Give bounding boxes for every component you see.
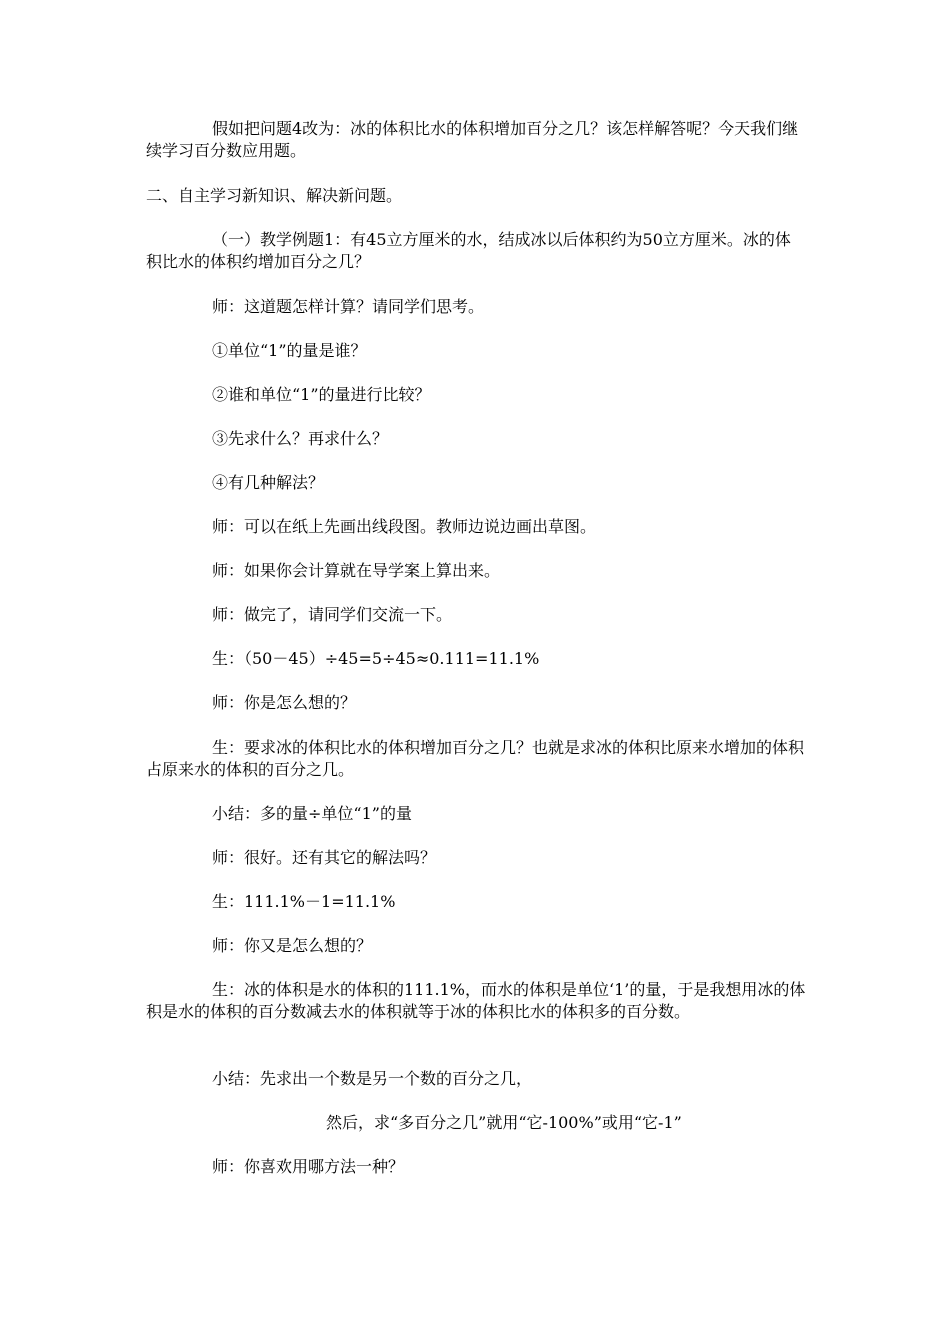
teacher-calculate: 师：如果你会计算就在导学案上算出来。 (212, 561, 501, 580)
teacher-how-think: 师：你是怎么想的？ (212, 693, 357, 712)
summary-1: 小结：多的量÷单位“1”的量 (212, 804, 412, 823)
question-1: ①单位“1”的量是谁？ (212, 341, 367, 360)
summary-2-line-2: 然后，求“多百分之几”就用“它-100%”或用“它-1” (326, 1113, 682, 1132)
teacher-prompt-think: 师：这道题怎样计算？请同学们思考。 (212, 297, 485, 316)
student-explanation-1: 生：要求冰的体积比水的体积增加百分之几？也就是求冰的体积比原来水增加的体积占原来水的体积的百分之几。 (146, 738, 805, 779)
teacher-how-think-again: 师：你又是怎么想的？ (212, 936, 373, 955)
question-4: ④有几种解法？ (212, 473, 325, 492)
question-3: ③先求什么？再求什么？ (212, 429, 389, 448)
teacher-draw-diagram: 师：可以在纸上先画出线段图。教师边说边画出草图。 (212, 517, 597, 536)
student-solution-2: 生：111.1%－1=11.1% (212, 892, 396, 911)
student-solution-1: 生：（50－45）÷45=5÷45≈0.111=11.1% (212, 649, 540, 668)
example-1-paragraph: （一）教学例题1：有45立方厘米的水，结成冰以后体积约为50立方厘米。冰的体积比水的体积约增加百分之几？ (146, 230, 791, 271)
summary-2-line-1: 小结：先求出一个数是另一个数的百分之几， (212, 1069, 533, 1088)
teacher-other-methods: 师：很好。还有其它的解法吗？ (212, 848, 437, 867)
teacher-preference: 师：你喜欢用哪方法一种？ (212, 1157, 405, 1176)
teacher-exchange: 师：做完了，请同学们交流一下。 (212, 605, 453, 624)
intro-question-paragraph: 假如把问题4改为：冰的体积比水的体积增加百分之几？该怎样解答呢？今天我们继续学习百分数应用题。 (146, 119, 799, 160)
question-2: ②谁和单位“1”的量进行比较？ (212, 385, 431, 404)
student-explanation-2: 生：冰的体积是水的体积的111.1%，而水的体积是单位‘1’的量，于是我想用冰的体积是水的体积的百分数减去水的体积就等于冰的体积比水的体积多的百分数。 (146, 980, 806, 1021)
section-heading-2: 二、自主学习新知识、解决新问题。 (146, 186, 403, 205)
